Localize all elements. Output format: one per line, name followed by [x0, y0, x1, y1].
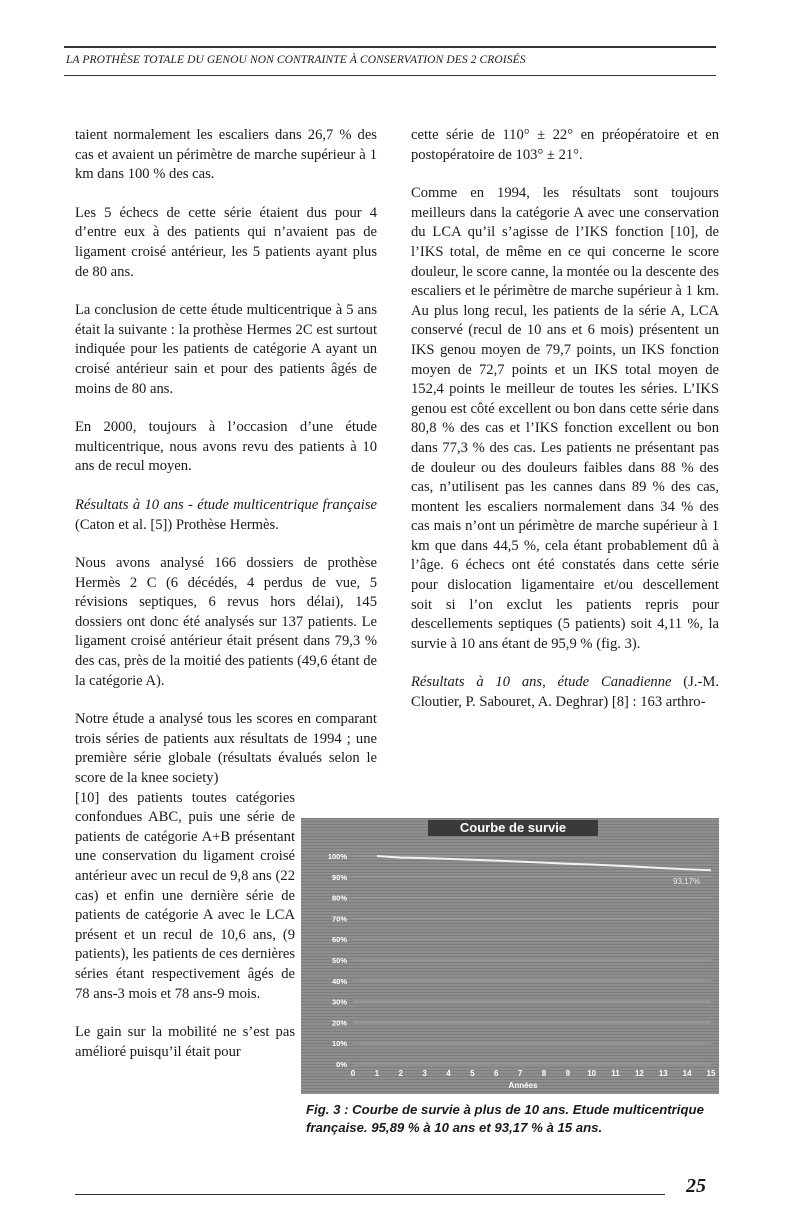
header-top-rule	[64, 46, 716, 48]
paragraph: taient normalement les escaliers dans 26,7 % des cas et avaient un périmètre de marche supérieur à 1 km dans 100 % des cas.	[75, 127, 377, 183]
y-tick-label: 100%	[327, 852, 347, 861]
end-value-label: 93,17%	[673, 877, 701, 887]
y-tick-label: 70%	[331, 914, 347, 924]
page-number: 25	[686, 1175, 706, 1197]
y-tick-label: 20%	[331, 1018, 347, 1028]
y-tick-label: 50%	[331, 956, 347, 965]
x-tick-label: 2	[398, 1069, 403, 1078]
x-tick-label: 7	[517, 1069, 523, 1078]
y-tick-label: 30%	[331, 997, 347, 1007]
paragraph: cette série de 110° ± 22° en préopératoire et en postopératoire de 103° ± 21°.	[411, 127, 719, 163]
paragraph-results-heading	[75, 496, 377, 535]
paragraph: Nous avons analysé 166 dossiers de prothèse Hermès 2 C (6 décédés, 4 perdus de vue, 5 révisions septiques, 6 revus hors délai), 145 dossiers ont donc été analysés sur 137 patients. Le ligament croisé antérieur était présent dans 79,3 % des cas, près de la moitié des patients (49,6 étant de la catégorie A).	[75, 555, 377, 689]
x-tick-label: 12	[634, 1069, 644, 1078]
footer-rule	[75, 1194, 665, 1195]
x-tick-label: 14	[682, 1069, 692, 1078]
x-tick-label: 11	[611, 1069, 620, 1078]
x-tick-label: 5	[470, 1069, 475, 1078]
paragraph-wrapped: Le gain sur la mobilité ne s’est pas amélioré puisqu’il était pour	[75, 1024, 295, 1060]
x-tick-label: 1	[374, 1069, 380, 1078]
paragraph-results-heading	[411, 673, 719, 712]
paragraph: En 2000, toujours à l’occasion d’une étude multicentrique, nous avons revu des patients à 10 ans de recul moyen.	[75, 419, 377, 475]
x-tick-label: 0	[350, 1069, 356, 1078]
running-header: LA PROTHÈSE TOTALE DU GENOU NON CONTRAINTE À CONSERVATION DES 2 CROISÉS	[66, 54, 526, 66]
paragraph: Comme en 1994, les résultats sont toujours meilleurs dans la catégorie A avec une conservation du LCA qu’il s’agisse de l’IKS fonction [10], de l’IKS total, de même en ce qui concerne le score douleur, le score canne, la montée ou la descente des escaliers et le périmètre de marche supérieur à 1 km. Au plus long recul, les patients de la série A, LCA conservé (recul de 10 ans et 6 mois) présentent un IKS genou moyen de 79,7 points, un IKS fonction moyen de 72,7 points et un IKS total moyen de 152,4 points le meilleur de toutes les séries. L’IKS genou est côté excellent ou bon dans cette série dans 80,8 % des cas et l’IKS fonction excellent ou bon dans 77,3 % des cas. Les patients ne présentant pas de douleur ou des douleurs faibles dans 88 % des cas, n’utilisent pas les cannes dans 89 % des cas, montent les escaliers normalement dans 34 % des cas mais n’ont un périmètre de marche supérieur à 1 km que dans 44,5 %, cela étant probablement dû à l’âge. 6 échecs ont été constatés dans cette série pour dislocation ligamentaire et/ou descellement soit si l’on exclut les patients repris pour descellements septiques (5 patients) soit 4,11 %, la survie à 10 ans étant de 95,9 % (fig. 3).	[411, 185, 719, 652]
y-tick-label: 90%	[331, 872, 347, 882]
paragraph: Les 5 échecs de cette série étaient dus pour 4 d’entre eux à des patients qui n’avaient pas de ligament croisé antérieur, les 5 patients ayant plus de 80 ans.	[75, 204, 377, 280]
x-tick-label: 4	[446, 1069, 451, 1078]
paragraph: Notre étude a analysé tous les scores en comparant trois séries de patients aux résultats de 1994 ; une première série globale (résultats évalués selon le score de la knee society)	[75, 711, 377, 787]
x-tick-label: 9	[565, 1069, 571, 1078]
chart-background	[301, 818, 719, 1094]
x-tick-label: 10	[587, 1069, 597, 1078]
figure-caption: Fig. 3 : Courbe de survie à plus de 10 ans. Etude multicentrique française. 95,89 % à 10 ans et 93,17 % à 15 ans.	[306, 1102, 704, 1135]
x-axis-label: Années	[508, 1081, 538, 1090]
x-tick-label: 3	[422, 1069, 427, 1078]
italic-heading: Résultats à 10 ans - étude multicentrique française	[75, 496, 377, 513]
paragraph-wrapped: [10] des patients toutes catégories confondues ABC, puis une série de patients de catégorie A+B présentant une conservation du ligament croisé antérieur avec un recul de 9,8 ans (22 cas) et enfin une dernière série de patients de catégorie A avec le LCA présent et un recul de 10,6 ans, (9 patients), les patients de ces dernières séries étant respectivement âgés de 78 ans-3 mois et 78 ans-9 mois.	[75, 789, 295, 1002]
y-tick-label: 60%	[331, 935, 347, 945]
y-tick-label: 80%	[331, 893, 347, 903]
paragraph: La conclusion de cette étude multicentrique à 5 ans était la suivante : la prothèse Hermes 2C est surtout indiquée pour les patients de catégorie A ayant un croisé antérieur sain et pour des patients âgés de moins de 80 ans.	[75, 302, 377, 397]
y-tick-label: 10%	[331, 1039, 347, 1049]
x-tick-label: 6	[493, 1069, 499, 1078]
x-tick-label: 8	[541, 1069, 547, 1078]
x-tick-label: 15	[706, 1069, 716, 1078]
right-column	[411, 126, 719, 732]
x-tick-label: 13	[658, 1069, 668, 1078]
y-tick-label: 40%	[331, 976, 347, 986]
header-bottom-rule	[64, 75, 716, 76]
heading-reference: (Caton et al. [5]) Prothèse Hermès.	[75, 516, 279, 533]
italic-heading: Résultats à 10 ans, étude Canadienne	[411, 674, 672, 691]
chart-title: Courbe de survie	[459, 820, 567, 835]
heading-reference: (J.-M. Cloutier, P. Sabouret, A. Deghrar) [8] : 163 arthro-	[411, 674, 719, 711]
y-tick-label: 0%	[336, 1060, 347, 1069]
survival-chart	[301, 818, 719, 1094]
